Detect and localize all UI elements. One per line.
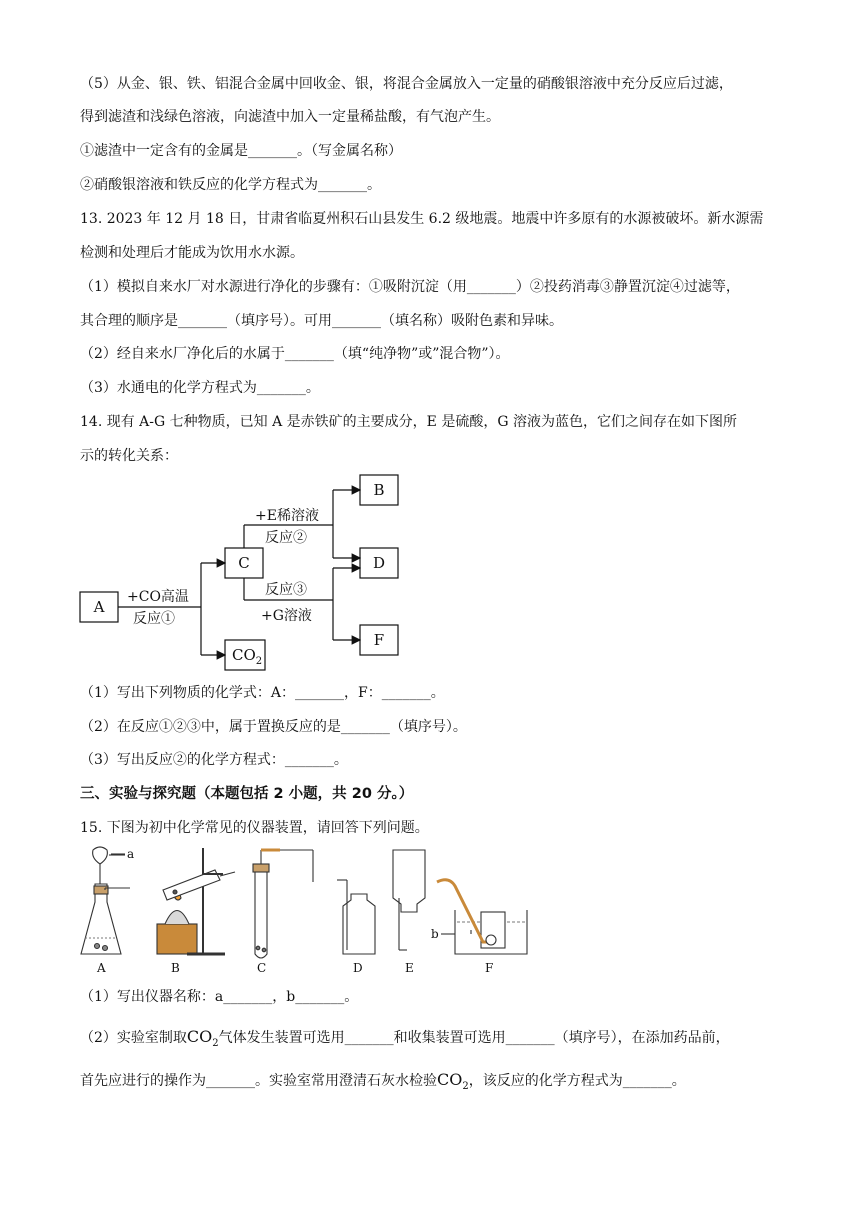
label-b: b	[431, 927, 439, 941]
section-3-heading: 三、实验与探究题（本题包括 2 小题，共 20 分。）	[80, 786, 414, 802]
box-b-label: B	[373, 481, 385, 499]
q13-line1: 13. 2023 年 12 月 18 日，甘肃省临夏州积石山县发生 6.2 级地震。地震中许多原有的水源被破坏。新水源需	[80, 211, 764, 227]
label-reaction-3: 反应③	[265, 582, 307, 598]
q15-part2-line1: （2）实验室制取$CO_2$气体发生装置可选用_______和收集装置可选用_______（填序号），在添加药品前，	[80, 1027, 730, 1050]
apparatus-d	[337, 880, 375, 954]
q12-part5-sub2: ②硝酸银溶液和铁反应的化学方程式为_______。	[80, 177, 381, 193]
label-reaction-2: 反应②	[265, 530, 307, 546]
caption-d: D	[353, 961, 363, 975]
label-g-solution: +G溶液	[261, 608, 312, 624]
box-a-label: A	[93, 598, 105, 616]
q15-part2-line2: 首先应进行的操作为_______。实验室常用澄清石灰水检验$CO_2$，该反应的化学方程式为_______。	[80, 1070, 686, 1093]
q13-line2: 检测和处理后才能成为饮用水水源。	[80, 245, 304, 261]
label-co-high-temp: +CO高温	[127, 589, 189, 605]
label-reaction-1: 反应①	[133, 611, 175, 627]
q13-part1-line2: 其合理的顺序是_______（填序号）。可用_______（填名称）吸附色素和异味。	[80, 313, 563, 329]
q14-part2: （2）在反应①②③中，属于置换反应的是_______（填序号）。	[80, 719, 467, 735]
label-e-dilute: +E稀溶液	[255, 508, 319, 524]
q15-intro: 15. 下图为初中化学常见的仪器装置，请回答下列问题。	[80, 820, 429, 836]
q13-part3: （3）水通电的化学方程式为_______。	[80, 380, 320, 396]
q14-part1: （1）写出下列物质的化学式：A：_______，F：_______。	[80, 685, 445, 701]
apparatus-f	[437, 880, 527, 954]
co2-formula-2: $CO_2$	[437, 1070, 469, 1093]
q12-part5-sub1: ①滤渣中一定含有的金属是_______。（写金属名称）	[80, 143, 402, 159]
co2-formula: $CO_2$	[186, 1027, 219, 1050]
caption-e: E	[405, 961, 414, 975]
q14-part3: （3）写出反应②的化学方程式：_______。	[80, 752, 348, 768]
lab-apparatus-figure	[75, 842, 535, 982]
label-a: a	[127, 847, 135, 861]
apparatus-b	[157, 848, 235, 954]
q13-part1-line1: （1）模拟自来水厂对水源进行净化的步骤有：①吸附沉淀（用_______）②投药消毒③静置沉淀④过滤等，	[80, 279, 740, 295]
q14-line2: 示的转化关系：	[80, 448, 178, 464]
caption-f: F	[485, 961, 494, 975]
box-d-label: D	[372, 554, 386, 572]
box-co2-label: $CO_2$	[232, 646, 263, 667]
caption-a: A	[97, 961, 106, 975]
apparatus-c	[253, 850, 313, 958]
q15-part1: （1）写出仪器名称：a_______，b_______。	[80, 989, 359, 1005]
caption-c: C	[257, 961, 267, 975]
apparatus-a	[81, 847, 130, 954]
q12-part5-line1: （5）从金、银、铁、铝混合金属中回收金、银，将混合金属放入一定量的硝酸银溶液中充分反应后过滤，	[80, 76, 733, 92]
apparatus-e	[393, 850, 425, 950]
box-f-label: F	[373, 631, 385, 649]
q12-part5-line2: 得到滤渣和浅绿色溶液，向滤渣中加入一定量稀盐酸，有气泡产生。	[80, 109, 500, 125]
box-c-label: C	[238, 554, 250, 572]
q13-part2: （2）经自来水厂净化后的水属于_______（填“纯净物”或”混合物”）。	[80, 346, 510, 362]
caption-b: B	[171, 961, 180, 975]
q14-line1: 14. 现有 A-G 七种物质，已知 A 是赤铁矿的主要成分，E 是硫酸，G 溶液为蓝色，它们之间存在如下图所	[80, 414, 737, 430]
conversion-diagram	[75, 470, 435, 680]
